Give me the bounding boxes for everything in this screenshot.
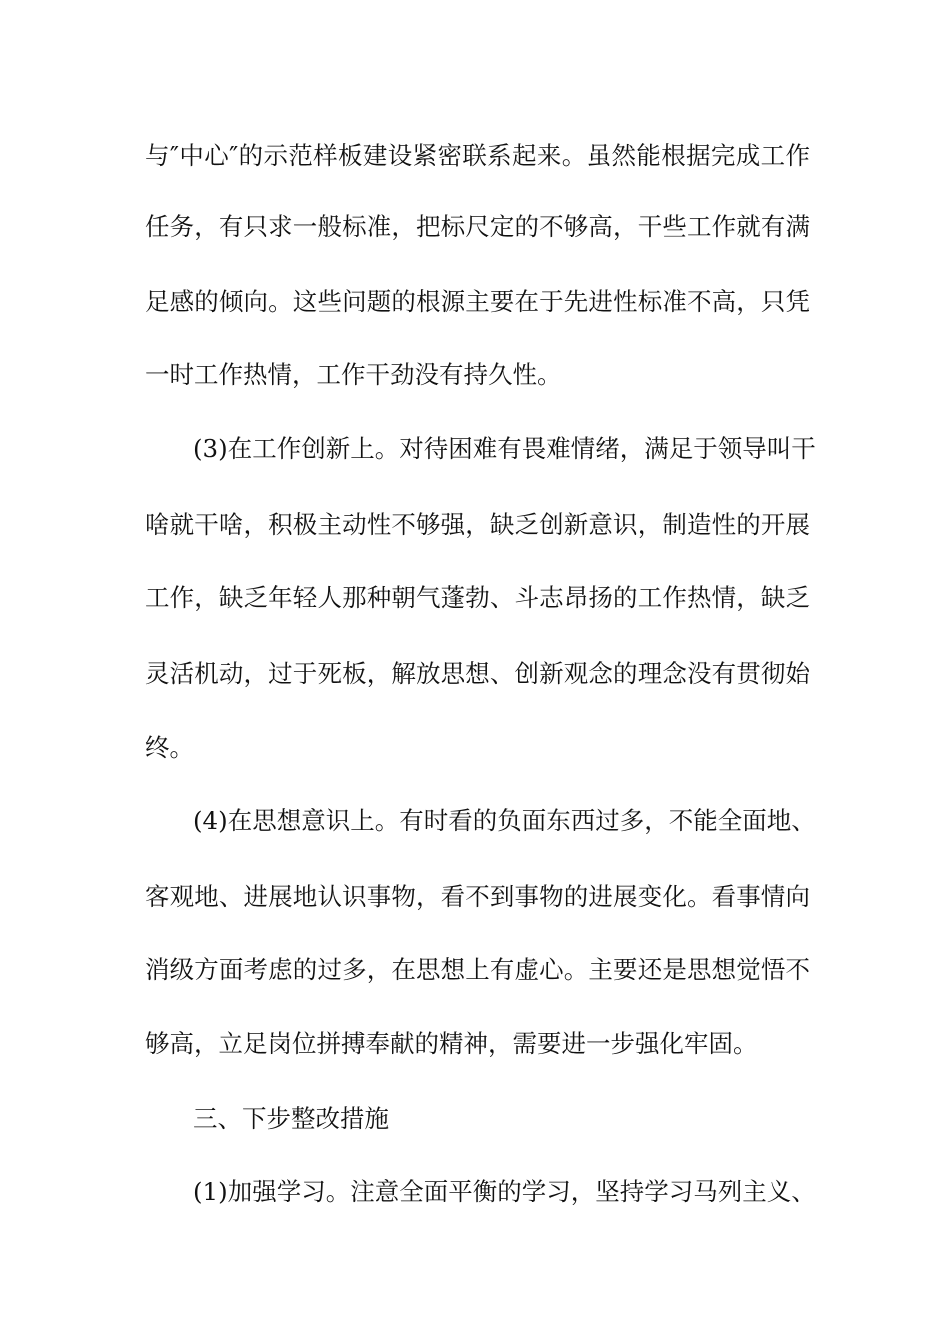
paragraph-line: 一时工作热情，工作干劲没有持久性。: [145, 360, 562, 389]
paragraph-line: 灵活机动，过于死板，解放思想、创新观念的理念没有贯彻始: [145, 659, 810, 688]
section-heading: 三、下步整改措施: [193, 1104, 389, 1133]
paragraph-line: (1)加强学习。注意全面平衡的学习，坚持学习马列主义、: [193, 1177, 816, 1206]
paragraph-line: 消级方面考虑的过多，在思想上有虚心。主要还是思想觉悟不: [145, 955, 810, 984]
paragraph-line: 工作，缺乏年轻人那种朝气蓬勃、斗志昂扬的工作热情，缺乏: [145, 583, 810, 612]
paragraph-line: 足感的倾向。这些问题的根源主要在于先进性标准不高，只凭: [145, 287, 810, 316]
paragraph-line: 终。: [145, 733, 194, 762]
paragraph-line: 客观地、进展地认识事物，看不到事物的进展变化。看事情向: [145, 882, 810, 911]
paragraph-line: (3)在工作创新上。对待困难有畏难情绪，满足于领导叫干: [193, 434, 816, 463]
paragraph-line: 够高，立足岗位拼搏奉献的精神，需要进一步强化牢固。: [145, 1029, 758, 1058]
paragraph-line: 与″中心″的示范样板建设紧密联系起来。虽然能根据完成工作: [145, 141, 810, 170]
paragraph-line: (4)在思想意识上。有时看的负面东西过多，不能全面地、: [193, 806, 816, 835]
paragraph-line: 任务，有只求一般标准，把标尺定的不够高，干些工作就有满: [145, 212, 810, 241]
paragraph-line: 啥就干啥，积极主动性不够强，缺乏创新意识，制造性的开展: [145, 510, 810, 539]
